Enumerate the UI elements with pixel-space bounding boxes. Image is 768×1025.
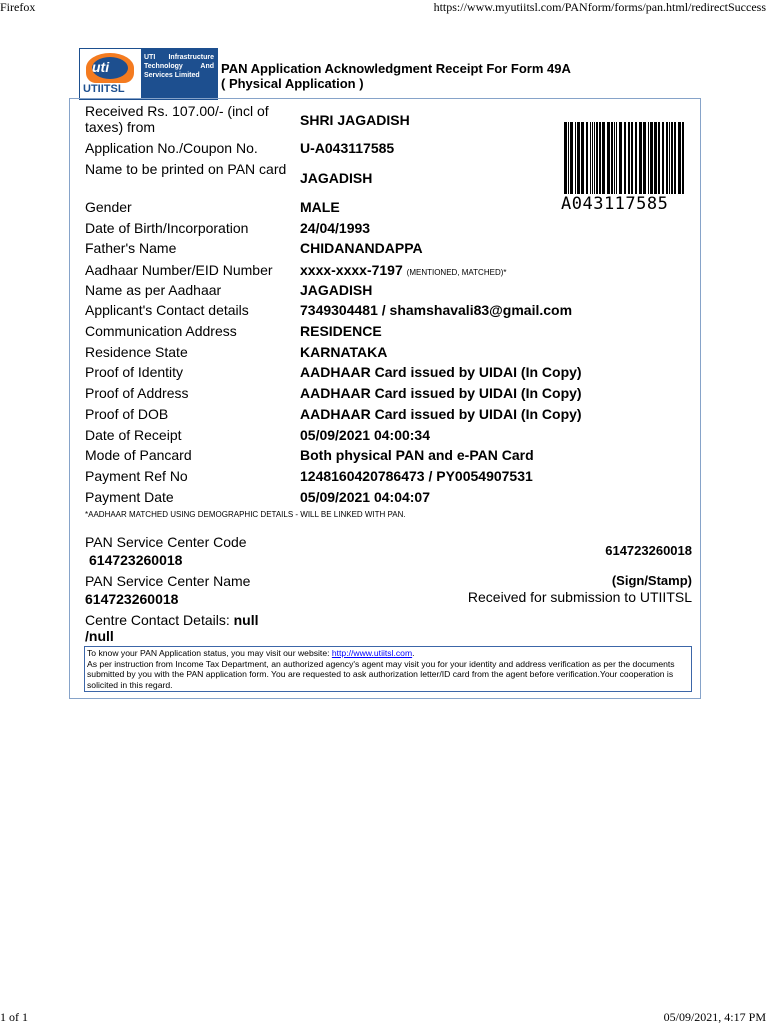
sign-stamp: (Sign/Stamp) xyxy=(611,573,692,588)
centre-contact-value: null xyxy=(233,612,259,628)
status-info-text: To know your PAN Application status, you may visit our website: xyxy=(87,648,332,658)
field-label: Payment Ref No xyxy=(85,468,188,484)
field-label: Date of Receipt xyxy=(85,427,182,443)
aadhaar-number: xxxx-xxxx-7197 xyxy=(300,262,403,278)
service-center-code-value: 614723260018 xyxy=(89,552,183,568)
barcode-number: A043117585 xyxy=(561,194,669,214)
browser-app-name: Firefox xyxy=(0,0,36,14)
service-center-name-value: 614723260018 xyxy=(85,591,179,607)
logo-mark xyxy=(80,49,141,99)
logo-brand: UTIITSL xyxy=(83,83,125,95)
field-value: CHIDANANDAPPA xyxy=(300,240,423,256)
title-line-1: PAN Application Acknowledgment Receipt For Form 49A xyxy=(221,61,571,76)
centre-contact xyxy=(85,612,259,628)
field-value: MALE xyxy=(300,199,340,215)
field-label: Name to be printed on PAN card xyxy=(85,161,287,177)
centre-contact-value-2: /null xyxy=(85,628,114,644)
field-value: 1248160420786473 / PY0054907531 xyxy=(300,468,533,484)
field-label: Communication Address xyxy=(85,323,237,339)
received-for-submission: Received for submission to UTIITSL xyxy=(467,589,692,605)
service-center-code-right: 614723260018 xyxy=(605,543,692,558)
page-indicator: 1 of 1 xyxy=(0,1010,28,1024)
field-value: JAGADISH xyxy=(300,282,373,298)
field-value: Both physical PAN and e-PAN Card xyxy=(300,447,534,463)
field-value: 05/09/2021 04:00:34 xyxy=(300,427,430,443)
field-label: Residence State xyxy=(85,344,188,360)
field-label: Payment Date xyxy=(85,489,174,505)
field-label: Proof of Identity xyxy=(85,364,184,380)
status-info-end: . xyxy=(412,648,415,658)
field-value: AADHAAR Card issued by UIDAI (In Copy) xyxy=(300,406,582,422)
page-title xyxy=(221,61,571,91)
print-timestamp: 05/09/2021, 4:17 PM xyxy=(663,1010,766,1024)
field-label: Father's Name xyxy=(85,240,177,256)
field-label: Date of Birth/Incorporation xyxy=(85,220,249,236)
field-value: 7349304481 / shamshavali83@gmail.com xyxy=(300,302,573,318)
field-label: Proof of DOB xyxy=(85,406,169,422)
centre-contact-label: Centre Contact Details: xyxy=(85,612,230,628)
aadhaar-status: (MENTIONED, MATCHED)* xyxy=(406,268,507,277)
field-value: AADHAAR Card issued by UIDAI (In Copy) xyxy=(300,364,582,380)
utiitsl-logo xyxy=(79,48,218,100)
status-info-line xyxy=(87,648,689,659)
field-value xyxy=(300,262,507,278)
field-label: Application No./Coupon No. xyxy=(85,140,258,156)
title-line-2: ( Physical Application ) xyxy=(221,76,364,91)
field-value: 05/09/2021 04:04:07 xyxy=(300,489,430,505)
utiitsl-website-link[interactable]: http://www.utiitsl.com xyxy=(331,648,413,658)
field-value: RESIDENCE xyxy=(300,323,382,339)
field-label: Gender xyxy=(85,199,132,215)
logo-tagline: UTI Infrastructure Technology And Services Limited xyxy=(141,49,217,99)
aadhaar-note: *AADHAAR MATCHED USING DEMOGRAPHIC DETAILS - WILL BE LINKED WITH PAN. xyxy=(85,510,406,519)
info-box xyxy=(84,646,692,692)
service-center-code-label: PAN Service Center Code xyxy=(85,534,247,550)
verification-notice: As per instruction from Income Tax Department, an authorized agency's agent may visit you for your identity and address verification as per the documents submitted by you with the PAN application form. You are requested to ask authorization letter/ID card from the agent before verification.Your cooperation is solicited in this regard. xyxy=(87,658,675,690)
field-label: Applicant's Contact details xyxy=(85,302,249,318)
service-center-name-label: PAN Service Center Name xyxy=(85,573,251,589)
field-value: JAGADISH xyxy=(300,170,373,186)
page-url: https://www.myutiitsl.com/PANform/forms/pan.html/redirectSuccess xyxy=(433,0,766,14)
field-label: Proof of Address xyxy=(85,385,189,401)
barcode-image xyxy=(563,122,687,194)
field-value: KARNATAKA xyxy=(300,344,388,360)
field-value: 24/04/1993 xyxy=(300,220,371,236)
field-value: U-A043117585 xyxy=(300,140,395,156)
field-label: Received Rs. 107.00/- (incl of taxes) from xyxy=(85,103,269,135)
logo-mark-text: uti xyxy=(92,59,110,75)
field-value: SHRI JAGADISH xyxy=(300,112,410,128)
field-label: Mode of Pancard xyxy=(85,447,192,463)
field-label: Aadhaar Number/EID Number xyxy=(85,262,273,278)
field-value: AADHAAR Card issued by UIDAI (In Copy) xyxy=(300,385,582,401)
field-label: Name as per Aadhaar xyxy=(85,282,222,298)
